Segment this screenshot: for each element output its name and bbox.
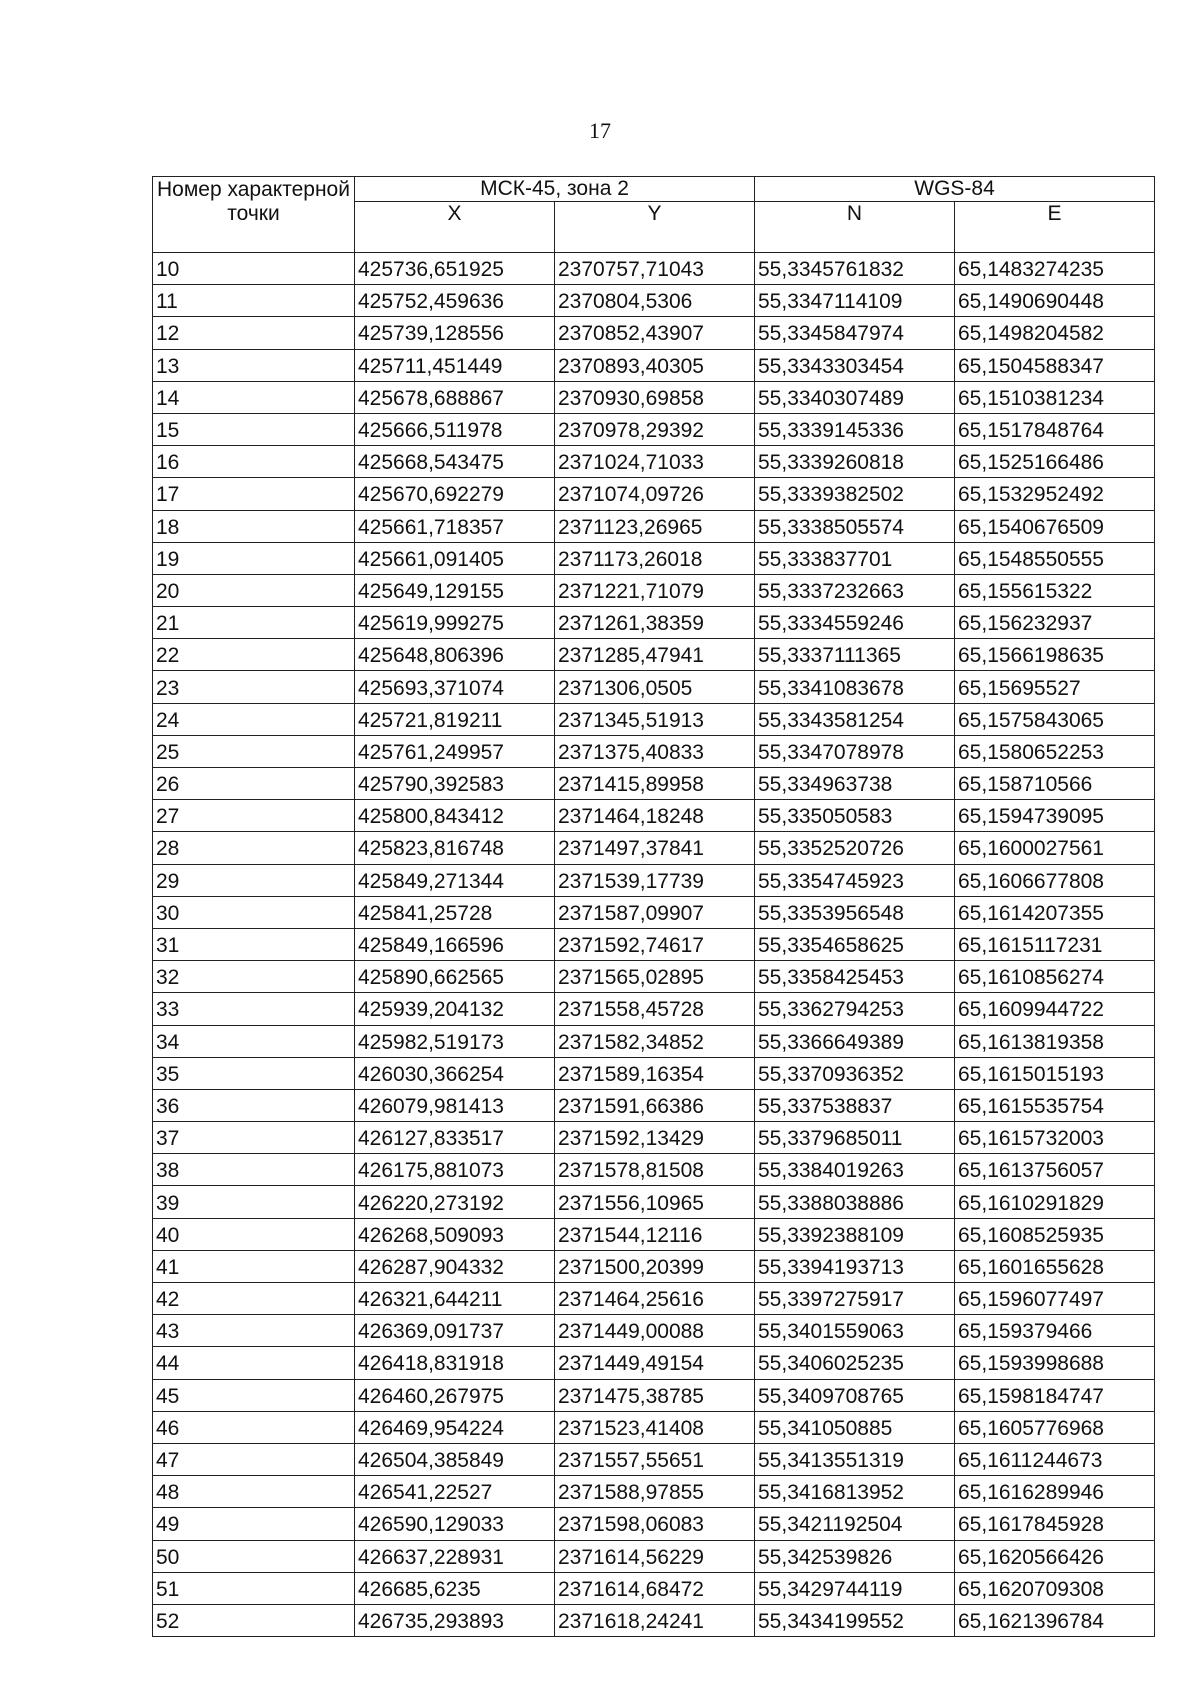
n-cell: 55,3413551319 (755, 1443, 955, 1475)
n-cell: 55,3394193713 (755, 1250, 955, 1282)
point-number-cell: 21 (153, 607, 355, 639)
table-row (153, 1025, 1155, 1057)
x-cell: 425736,651925 (355, 253, 555, 285)
page-number: 17 (589, 118, 611, 143)
e-cell: 65,1615535754 (955, 1089, 1155, 1121)
n-cell: 55,3379685011 (755, 1122, 955, 1154)
table-body (153, 253, 1155, 1637)
point-number-cell: 15 (153, 413, 355, 445)
x-cell: 425668,543475 (355, 446, 555, 478)
y-cell: 2371539,17739 (555, 864, 755, 896)
point-number-cell: 18 (153, 510, 355, 542)
n-cell: 55,3421192504 (755, 1508, 955, 1540)
e-cell: 65,1510381234 (955, 381, 1155, 413)
y-cell: 2371523,41408 (555, 1411, 755, 1443)
e-column-header: E (955, 202, 1155, 253)
table-row (153, 639, 1155, 671)
e-cell: 65,1504588347 (955, 349, 1155, 381)
n-cell: 55,341050885 (755, 1411, 955, 1443)
e-cell: 65,1613819358 (955, 1025, 1155, 1057)
y-cell: 2371123,26965 (555, 510, 755, 542)
e-cell: 65,1620566426 (955, 1540, 1155, 1572)
e-cell: 65,1608525935 (955, 1218, 1155, 1250)
point-number-cell: 41 (153, 1250, 355, 1282)
table-row (153, 832, 1155, 864)
y-cell: 2371464,25616 (555, 1283, 755, 1315)
y-cell: 2371221,71079 (555, 574, 755, 606)
e-cell: 65,1606677808 (955, 864, 1155, 896)
x-cell: 425739,128556 (355, 317, 555, 349)
n-cell: 55,3434199552 (755, 1604, 955, 1636)
y-cell: 2371544,12116 (555, 1218, 755, 1250)
y-cell: 2371556,10965 (555, 1186, 755, 1218)
x-cell: 425648,806396 (355, 639, 555, 671)
x-cell: 425666,511978 (355, 413, 555, 445)
y-cell: 2371588,97855 (555, 1476, 755, 1508)
table-row (153, 1508, 1155, 1540)
y-cell: 2370893,40305 (555, 349, 755, 381)
table-row (153, 1186, 1155, 1218)
n-cell: 55,3388038886 (755, 1186, 955, 1218)
point-number-cell: 25 (153, 735, 355, 767)
x-cell: 426469,954224 (355, 1411, 555, 1443)
table-row (153, 928, 1155, 960)
x-cell: 426268,509093 (355, 1218, 555, 1250)
e-cell: 65,1575843065 (955, 703, 1155, 735)
y-cell: 2371449,49154 (555, 1347, 755, 1379)
y-cell: 2371578,81508 (555, 1154, 755, 1186)
point-number-cell: 48 (153, 1476, 355, 1508)
table-row (153, 349, 1155, 381)
e-cell: 65,15695527 (955, 671, 1155, 703)
n-cell: 55,3392388109 (755, 1218, 955, 1250)
point-number-cell: 34 (153, 1025, 355, 1057)
y-cell: 2370804,5306 (555, 285, 755, 317)
n-cell: 55,3416813952 (755, 1476, 955, 1508)
y-cell: 2371592,13429 (555, 1122, 755, 1154)
n-cell: 55,3353956548 (755, 896, 955, 928)
point-number-cell: 45 (153, 1379, 355, 1411)
point-number-cell: 10 (153, 253, 355, 285)
x-cell: 425761,249957 (355, 735, 555, 767)
table-row (153, 1250, 1155, 1282)
x-cell: 426030,366254 (355, 1057, 555, 1089)
point-number-cell: 31 (153, 928, 355, 960)
n-cell: 55,3334559246 (755, 607, 955, 639)
x-cell: 425649,129155 (355, 574, 555, 606)
point-number-cell: 49 (153, 1508, 355, 1540)
table-row (153, 478, 1155, 510)
table-row (153, 1218, 1155, 1250)
table-row (153, 1089, 1155, 1121)
y-cell: 2371475,38785 (555, 1379, 755, 1411)
e-cell: 65,1615732003 (955, 1122, 1155, 1154)
y-cell: 2371618,24241 (555, 1604, 755, 1636)
y-cell: 2371464,18248 (555, 800, 755, 832)
n-cell: 55,3345847974 (755, 317, 955, 349)
x-cell: 426637,228931 (355, 1540, 555, 1572)
n-cell: 55,3337232663 (755, 574, 955, 606)
table-row (153, 896, 1155, 928)
n-cell: 55,3366649389 (755, 1025, 955, 1057)
wgs-84-header: WGS-84 (755, 177, 1155, 202)
e-cell: 65,155615322 (955, 574, 1155, 606)
y-cell: 2370978,29392 (555, 413, 755, 445)
point-number-cell: 43 (153, 1315, 355, 1347)
x-cell: 426369,091737 (355, 1315, 555, 1347)
x-cell: 426079,981413 (355, 1089, 555, 1121)
point-number-cell: 33 (153, 993, 355, 1025)
point-number-cell: 42 (153, 1283, 355, 1315)
y-cell: 2371375,40833 (555, 735, 755, 767)
n-cell: 55,3339260818 (755, 446, 955, 478)
n-cell: 55,333837701 (755, 542, 955, 574)
x-cell: 425890,662565 (355, 961, 555, 993)
table-row (153, 1057, 1155, 1089)
x-cell: 425849,166596 (355, 928, 555, 960)
point-number-cell: 37 (153, 1122, 355, 1154)
x-column-header: X (355, 202, 555, 253)
n-cell: 55,3347114109 (755, 285, 955, 317)
point-number-cell: 32 (153, 961, 355, 993)
y-cell: 2371261,38359 (555, 607, 755, 639)
n-cell: 55,3339382502 (755, 478, 955, 510)
n-cell: 55,3338505574 (755, 510, 955, 542)
n-cell: 55,3337111365 (755, 639, 955, 671)
point-number-cell: 22 (153, 639, 355, 671)
x-cell: 425752,459636 (355, 285, 555, 317)
table-row (153, 1443, 1155, 1475)
n-cell: 55,335050583 (755, 800, 955, 832)
e-cell: 65,159379466 (955, 1315, 1155, 1347)
table-row (153, 542, 1155, 574)
e-cell: 65,1483274235 (955, 253, 1155, 285)
point-number-cell: 20 (153, 574, 355, 606)
x-cell: 425823,816748 (355, 832, 555, 864)
point-number-cell: 40 (153, 1218, 355, 1250)
x-cell: 426685,6235 (355, 1572, 555, 1604)
msk-45-header: МСК-45, зона 2 (355, 177, 755, 202)
x-cell: 426127,833517 (355, 1122, 555, 1154)
table-row (153, 1411, 1155, 1443)
e-cell: 65,1611244673 (955, 1443, 1155, 1475)
n-cell: 55,3341083678 (755, 671, 955, 703)
y-cell: 2371449,00088 (555, 1315, 755, 1347)
e-cell: 65,1600027561 (955, 832, 1155, 864)
x-cell: 426287,904332 (355, 1250, 555, 1282)
e-cell: 65,1498204582 (955, 317, 1155, 349)
point-number-cell: 51 (153, 1572, 355, 1604)
point-number-cell: 50 (153, 1540, 355, 1572)
n-cell: 55,3340307489 (755, 381, 955, 413)
y-cell: 2371582,34852 (555, 1025, 755, 1057)
x-cell: 425790,392583 (355, 768, 555, 800)
y-cell: 2371598,06083 (555, 1508, 755, 1540)
table-row (153, 285, 1155, 317)
table-row (153, 1315, 1155, 1347)
e-cell: 65,1621396784 (955, 1604, 1155, 1636)
y-cell: 2371497,37841 (555, 832, 755, 864)
y-cell: 2370852,43907 (555, 317, 755, 349)
table-row (153, 1476, 1155, 1508)
table-row (153, 1347, 1155, 1379)
table-row (153, 768, 1155, 800)
x-cell: 426504,385849 (355, 1443, 555, 1475)
x-cell: 426418,831918 (355, 1347, 555, 1379)
e-cell: 65,1605776968 (955, 1411, 1155, 1443)
n-cell: 55,342539826 (755, 1540, 955, 1572)
x-cell: 425693,371074 (355, 671, 555, 703)
n-cell: 55,3343303454 (755, 349, 955, 381)
e-cell: 65,1617845928 (955, 1508, 1155, 1540)
x-cell: 426220,273192 (355, 1186, 555, 1218)
e-cell: 65,1532952492 (955, 478, 1155, 510)
point-number-cell: 26 (153, 768, 355, 800)
table-row (153, 253, 1155, 285)
n-cell: 55,3370936352 (755, 1057, 955, 1089)
y-cell: 2371306,0505 (555, 671, 755, 703)
n-cell: 55,3339145336 (755, 413, 955, 445)
n-cell: 55,337538837 (755, 1089, 955, 1121)
point-number-cell: 13 (153, 349, 355, 381)
table-row (153, 510, 1155, 542)
y-cell: 2371592,74617 (555, 928, 755, 960)
table-row (153, 574, 1155, 606)
n-cell: 55,3343581254 (755, 703, 955, 735)
x-cell: 425841,25728 (355, 896, 555, 928)
table-row (153, 1604, 1155, 1636)
e-cell: 65,1610291829 (955, 1186, 1155, 1218)
point-number-cell: 14 (153, 381, 355, 413)
e-cell: 65,1594739095 (955, 800, 1155, 832)
y-cell: 2371074,09726 (555, 478, 755, 510)
x-cell: 426321,644211 (355, 1283, 555, 1315)
table-row (153, 993, 1155, 1025)
table-row (153, 1154, 1155, 1186)
point-number-cell: 44 (153, 1347, 355, 1379)
x-cell: 425939,204132 (355, 993, 555, 1025)
n-cell: 55,3358425453 (755, 961, 955, 993)
e-cell: 65,1620709308 (955, 1572, 1155, 1604)
point-number-cell: 30 (153, 896, 355, 928)
point-number-cell: 12 (153, 317, 355, 349)
point-number-cell: 19 (153, 542, 355, 574)
table-row (153, 317, 1155, 349)
e-cell: 65,1609944722 (955, 993, 1155, 1025)
e-cell: 65,1566198635 (955, 639, 1155, 671)
n-cell: 55,3406025235 (755, 1347, 955, 1379)
x-cell: 425849,271344 (355, 864, 555, 896)
point-number-cell: 36 (153, 1089, 355, 1121)
n-cell: 55,3384019263 (755, 1154, 955, 1186)
e-cell: 65,158710566 (955, 768, 1155, 800)
table-row (153, 1572, 1155, 1604)
e-cell: 65,1540676509 (955, 510, 1155, 542)
y-column-header: Y (555, 202, 755, 253)
point-number-cell: 47 (153, 1443, 355, 1475)
e-cell: 65,1616289946 (955, 1476, 1155, 1508)
y-cell: 2371565,02895 (555, 961, 755, 993)
table-row (153, 1122, 1155, 1154)
e-cell: 65,1517848764 (955, 413, 1155, 445)
table-row (153, 735, 1155, 767)
point-number-cell: 29 (153, 864, 355, 896)
point-number-cell: 23 (153, 671, 355, 703)
e-cell: 65,1490690448 (955, 285, 1155, 317)
table-row (153, 413, 1155, 445)
n-cell: 55,334963738 (755, 768, 955, 800)
y-cell: 2370930,69858 (555, 381, 755, 413)
x-cell: 425661,718357 (355, 510, 555, 542)
y-cell: 2371500,20399 (555, 1250, 755, 1282)
point-number-cell: 39 (153, 1186, 355, 1218)
point-number-cell: 27 (153, 800, 355, 832)
e-cell: 65,1593998688 (955, 1347, 1155, 1379)
y-cell: 2371614,68472 (555, 1572, 755, 1604)
x-cell: 425711,451449 (355, 349, 555, 381)
point-number-cell: 11 (153, 285, 355, 317)
point-number-cell: 52 (153, 1604, 355, 1636)
x-cell: 425800,843412 (355, 800, 555, 832)
y-cell: 2371345,51913 (555, 703, 755, 735)
x-cell: 425619,999275 (355, 607, 555, 639)
table-row (153, 703, 1155, 735)
coordinates-table (152, 176, 1155, 1637)
n-cell: 55,3354745923 (755, 864, 955, 896)
table-header (153, 177, 1155, 253)
y-cell: 2371614,56229 (555, 1540, 755, 1572)
e-cell: 65,1525166486 (955, 446, 1155, 478)
n-cell: 55,3409708765 (755, 1379, 955, 1411)
x-cell: 425982,519173 (355, 1025, 555, 1057)
n-cell: 55,3354658625 (755, 928, 955, 960)
x-cell: 426590,129033 (355, 1508, 555, 1540)
point-number-cell: 46 (153, 1411, 355, 1443)
n-cell: 55,3401559063 (755, 1315, 955, 1347)
table-row (153, 864, 1155, 896)
x-cell: 426460,267975 (355, 1379, 555, 1411)
n-column-header: N (755, 202, 955, 253)
x-cell: 425670,692279 (355, 478, 555, 510)
e-cell: 65,1601655628 (955, 1250, 1155, 1282)
y-cell: 2371173,26018 (555, 542, 755, 574)
y-cell: 2371285,47941 (555, 639, 755, 671)
y-cell: 2371587,09907 (555, 896, 755, 928)
n-cell: 55,3347078978 (755, 735, 955, 767)
table-row (153, 1379, 1155, 1411)
point-number-cell: 35 (153, 1057, 355, 1089)
e-cell: 65,1596077497 (955, 1283, 1155, 1315)
e-cell: 65,1548550555 (955, 542, 1155, 574)
y-cell: 2371591,66386 (555, 1089, 755, 1121)
table-row (153, 800, 1155, 832)
e-cell: 65,1610856274 (955, 961, 1155, 993)
n-cell: 55,3397275917 (755, 1283, 955, 1315)
x-cell: 425661,091405 (355, 542, 555, 574)
table-row (153, 607, 1155, 639)
point-number-cell: 17 (153, 478, 355, 510)
table-row (153, 671, 1155, 703)
n-cell: 55,3352520726 (755, 832, 955, 864)
e-cell: 65,1613756057 (955, 1154, 1155, 1186)
point-number-cell: 24 (153, 703, 355, 735)
y-cell: 2371589,16354 (555, 1057, 755, 1089)
x-cell: 425678,688867 (355, 381, 555, 413)
e-cell: 65,156232937 (955, 607, 1155, 639)
table-row (153, 446, 1155, 478)
n-cell: 55,3429744119 (755, 1572, 955, 1604)
y-cell: 2370757,71043 (555, 253, 755, 285)
x-cell: 426541,22527 (355, 1476, 555, 1508)
point-number-cell: 28 (153, 832, 355, 864)
table-row (153, 381, 1155, 413)
e-cell: 65,1598184747 (955, 1379, 1155, 1411)
y-cell: 2371024,71033 (555, 446, 755, 478)
e-cell: 65,1615015193 (955, 1057, 1155, 1089)
table-row (153, 1283, 1155, 1315)
y-cell: 2371557,55651 (555, 1443, 755, 1475)
y-cell: 2371415,89958 (555, 768, 755, 800)
n-cell: 55,3362794253 (755, 993, 955, 1025)
point-number-cell: 38 (153, 1154, 355, 1186)
x-cell: 426175,881073 (355, 1154, 555, 1186)
x-cell: 425721,819211 (355, 703, 555, 735)
point-number-cell: 16 (153, 446, 355, 478)
table-row (153, 961, 1155, 993)
table-row (153, 1540, 1155, 1572)
e-cell: 65,1615117231 (955, 928, 1155, 960)
point-number-header: Номер характерной точки (153, 177, 355, 253)
e-cell: 65,1580652253 (955, 735, 1155, 767)
e-cell: 65,1614207355 (955, 896, 1155, 928)
x-cell: 426735,293893 (355, 1604, 555, 1636)
y-cell: 2371558,45728 (555, 993, 755, 1025)
n-cell: 55,3345761832 (755, 253, 955, 285)
